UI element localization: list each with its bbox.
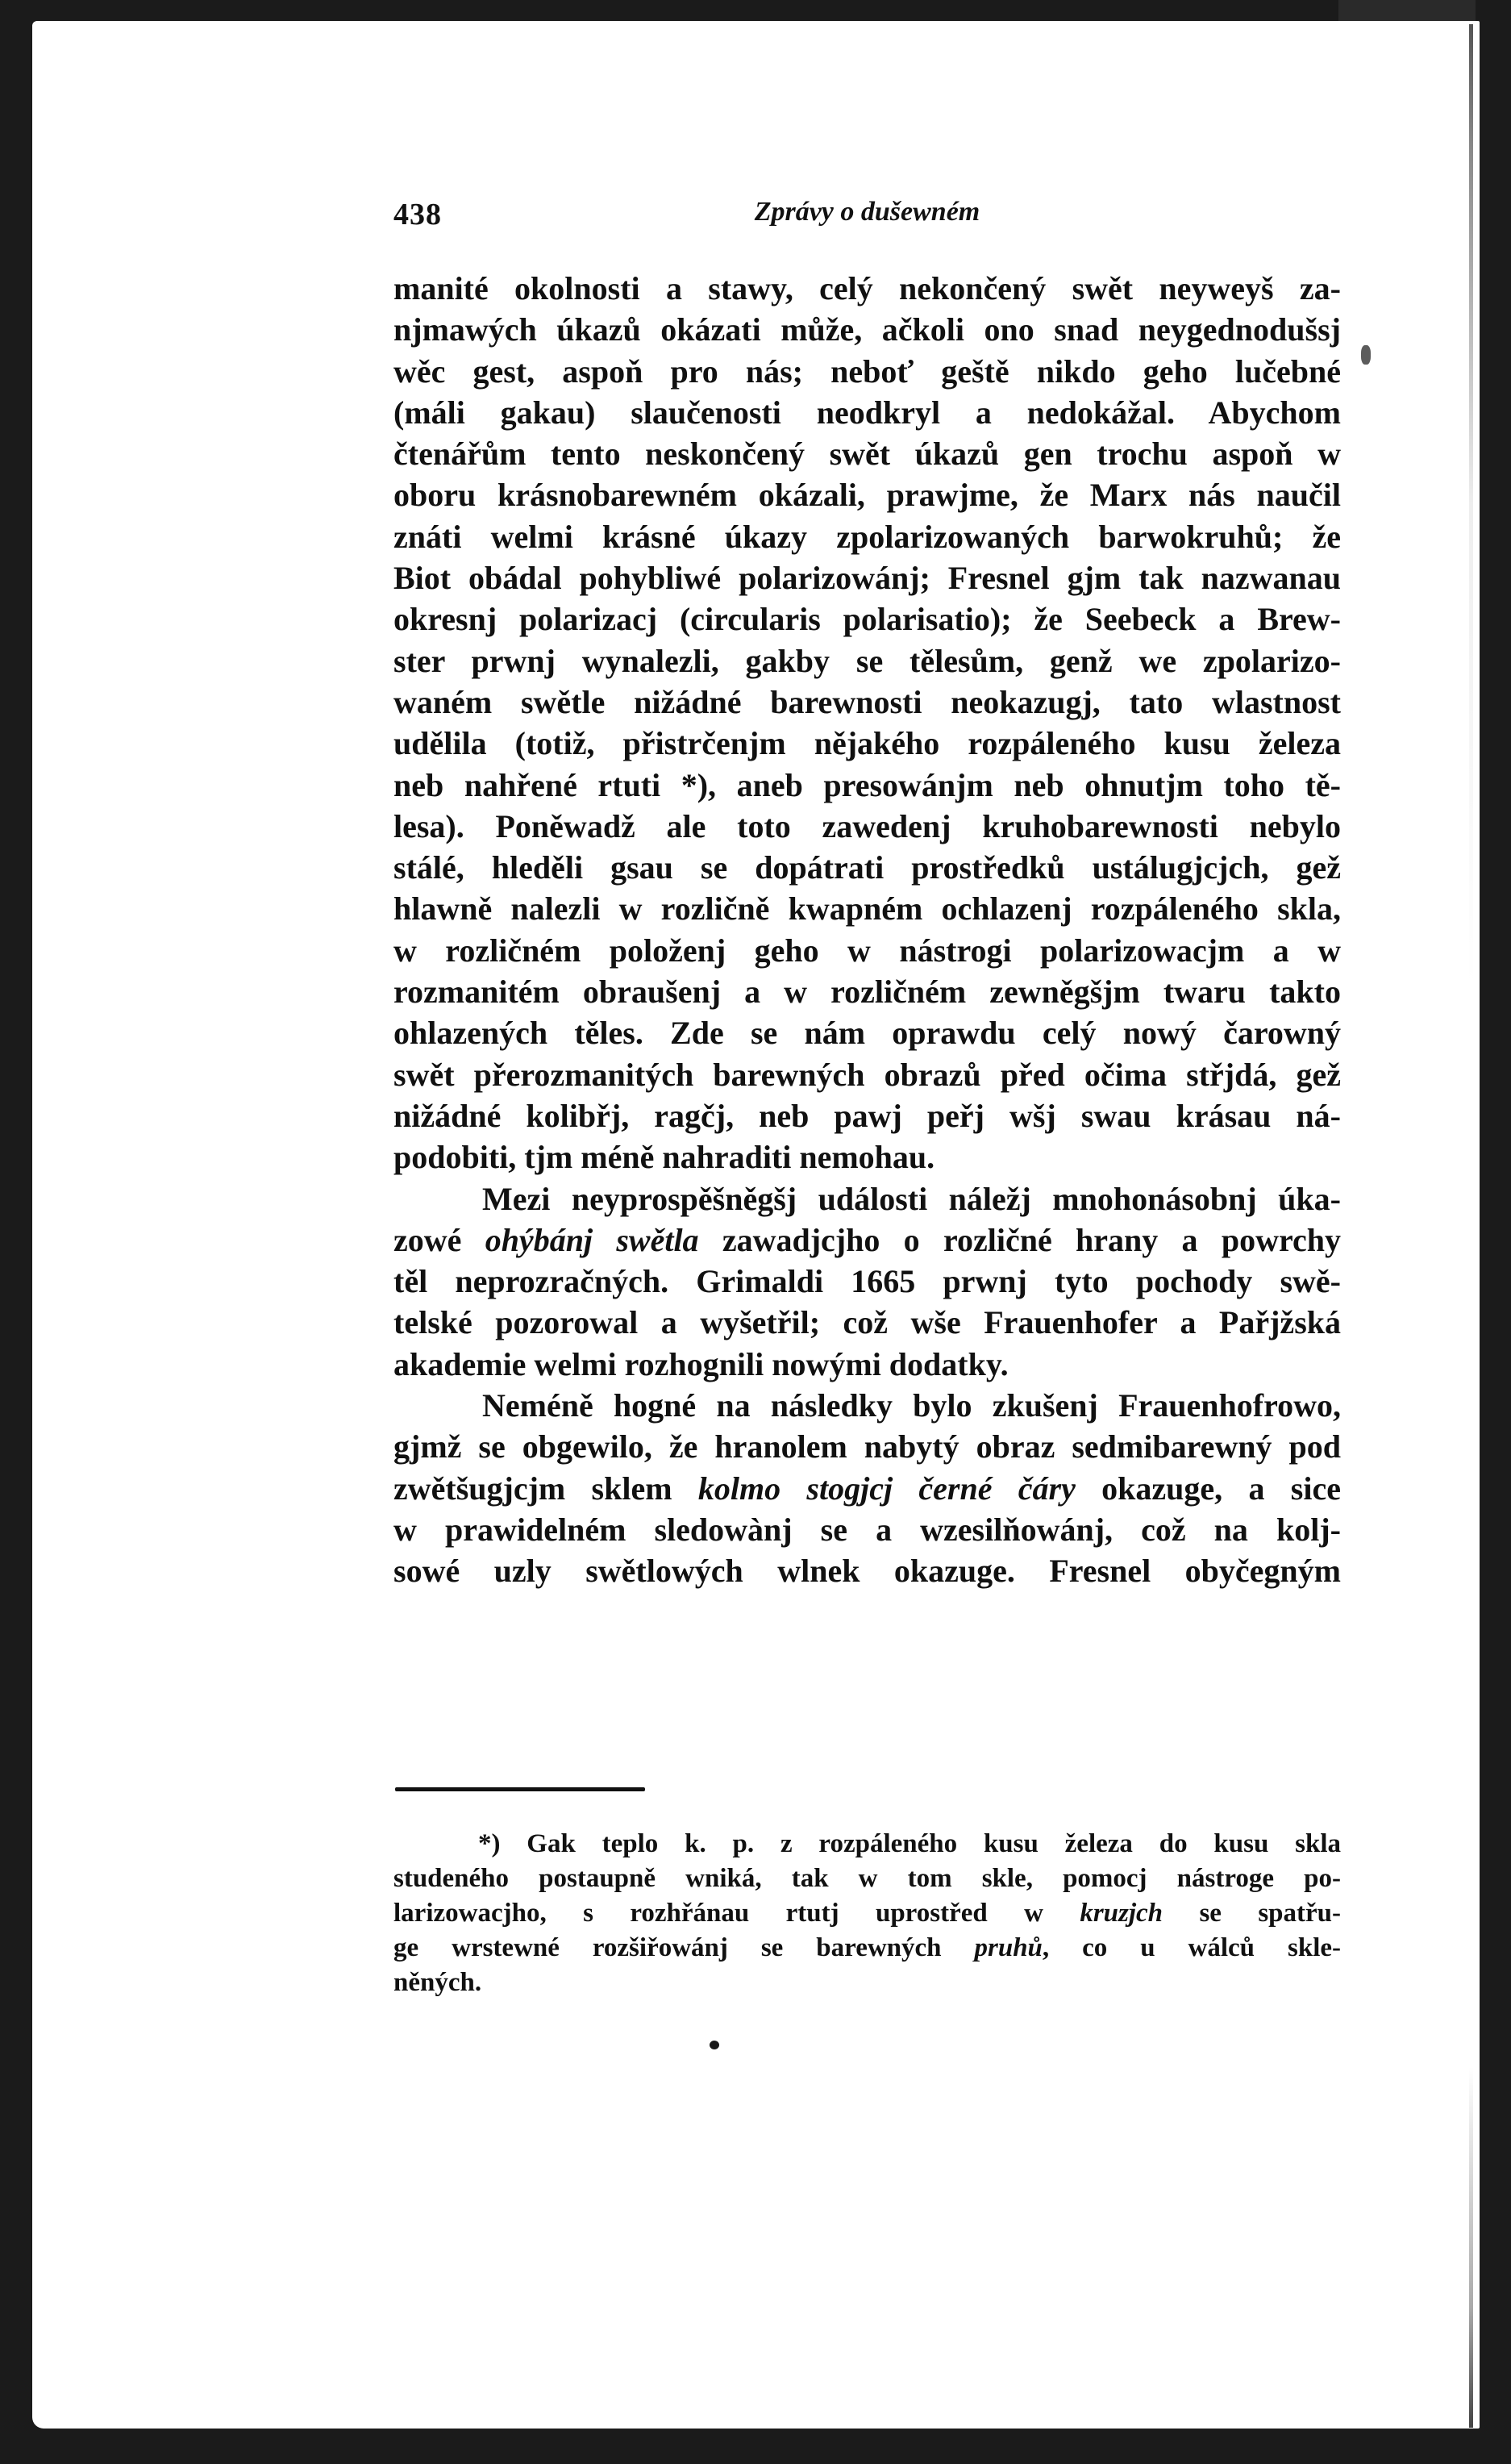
running-head: Zprávy o dušewném bbox=[754, 197, 980, 227]
text-line: udělila (totiž, přistrčenjm nějakého rozpáleného kusu železa bbox=[393, 725, 1341, 762]
text-line-paragraph-start: Neméně hogné na následky bylo zkušenj Frauenhofrowo, bbox=[482, 1387, 1341, 1424]
text-line: stálé, hleděli gsau se dopátrati prostředků ustálugjcjch, gež bbox=[393, 849, 1341, 886]
text-line-paragraph-start: Mezi neyprospěšněgšj události náležj mnohonásobnj úka- bbox=[482, 1180, 1341, 1217]
main-text bbox=[393, 268, 1341, 1592]
text-run: se spatřu- bbox=[1163, 1899, 1341, 1928]
footnote-line: něných. bbox=[393, 1968, 482, 1997]
footnote-line-with-emphasis bbox=[393, 1896, 1341, 1931]
text-line: lesa). Poněwadž ale toto zawedenj kruhobarewnosti nebylo bbox=[393, 807, 1341, 844]
text-line: telské pozorowal a wyšetřil; což wše Frauenhofer a Pařjžská bbox=[393, 1304, 1341, 1341]
emphasis-pruhu: pruhů bbox=[974, 1933, 1043, 1962]
text-run: zawadjcjho o rozličné hrany a powrchy bbox=[698, 1221, 1341, 1258]
text-line: znáti welmi krásné úkazy zpolarizowaných barwokruhů; že bbox=[393, 518, 1341, 555]
text-line: ster prwnj wynalezli, gakby se tělesům, genž we zpolarizo- bbox=[393, 642, 1341, 679]
text-run: larizowacjho, s rozhřánau rtutj uprostřed w bbox=[393, 1899, 1080, 1928]
footnote-line-with-emphasis bbox=[393, 1931, 1341, 1966]
text-run: ge wrstewné rozšiřowánj se barewných bbox=[393, 1933, 975, 1962]
text-line: waném swětle nižádné barewnosti neokazugj, tato wlastnost bbox=[393, 683, 1341, 720]
text-line: nižádné kolibřj, ragčj, neb pawj peřj wšj swau krásau ná- bbox=[393, 1097, 1341, 1134]
text-run: , co u wálců skle- bbox=[1042, 1933, 1341, 1962]
text-line: okresnj polarizacj (circularis polarisatio); že Seebeck a Brew- bbox=[393, 601, 1341, 638]
text-line-with-emphasis bbox=[393, 1219, 1341, 1261]
printer-signature-mark bbox=[710, 2041, 719, 2049]
text-line: čtenářům tento neskončený swět úkazů gen trochu aspoň w bbox=[393, 436, 1341, 473]
text-run: zowé bbox=[393, 1221, 485, 1258]
text-run: zwětšugjcjm sklem bbox=[393, 1470, 698, 1507]
emphasis-cerne-cary: kolmo stogjcj černé čáry bbox=[697, 1470, 1076, 1507]
text-line: (máli gakau) slaučenosti neodkryl a nedokážal. Abychom bbox=[393, 394, 1341, 431]
page-edge-shadow bbox=[1469, 24, 1473, 2428]
text-line: sowé uzly swětlowých wlnek okazuge. Fresnel obyčegným bbox=[393, 1553, 1341, 1590]
text-run: okazuge, a sice bbox=[1075, 1470, 1341, 1507]
text-line: ohlazených těles. Zde se nám oprawdu celý nowý čarowný bbox=[393, 1015, 1341, 1052]
text-line: těl neprozračných. Grimaldi 1665 prwnj tyto pochody swě- bbox=[393, 1263, 1341, 1300]
emphasis-ohybani-svetla: ohýbánj swětla bbox=[485, 1221, 699, 1258]
footnote-line: *) Gak teplo k. p. z rozpáleného kusu železa do kusu skla bbox=[478, 1829, 1341, 1858]
text-line: hlawně nalezli w rozličně kwapném ochlazenj rozpáleného skla, bbox=[393, 890, 1341, 928]
footnote-separator-rule bbox=[395, 1787, 645, 1791]
text-line: wěc gest, aspoň pro nás; neboť geště nikdo geho lučebné bbox=[393, 352, 1341, 390]
text-line: w rozličném položenj geho w nástrogi polarizowacjm a w bbox=[393, 932, 1341, 969]
text-line: w prawidelném sledowànj se a wzesilňowánj, což na kolj- bbox=[393, 1511, 1341, 1548]
footnote-line: studeného postaupně wniká, tak w tom skle, pomocj nástroge po- bbox=[393, 1864, 1341, 1893]
text-line: Biot obádal pohybliwé polarizowánj; Fresnel gjm tak nazwanau bbox=[393, 560, 1341, 597]
page-header bbox=[393, 197, 1341, 237]
text-line-paragraph-end: podobiti, tjm méně nahraditi nemohau. bbox=[393, 1139, 935, 1176]
text-line-paragraph-end: akademie welmi rozhognili nowými dodatky. bbox=[393, 1345, 1009, 1382]
text-line: manité okolnosti a stawy, celý nekončený swět neyweyš za- bbox=[393, 270, 1341, 306]
text-line: swět přerozmanitých barewných obrazů před očima střjdá, gež bbox=[393, 1056, 1341, 1093]
ink-blot-artifact bbox=[1361, 345, 1371, 365]
text-line-with-emphasis bbox=[393, 1468, 1341, 1509]
text-line: oboru krásnobarewném okázali, prawjme, že Marx nás naučil bbox=[393, 477, 1341, 514]
page-number: 438 bbox=[393, 198, 442, 231]
footnote bbox=[393, 1827, 1341, 2000]
text-line: gjmž se obgewilo, že hranolem nabytý obraz sedmibarewný pod bbox=[393, 1428, 1341, 1465]
emphasis-kruzjch: kruzjch bbox=[1080, 1899, 1163, 1928]
text-line: rozmanitém obraušenj a w rozličném zewněgšjm twaru takto bbox=[393, 974, 1341, 1011]
text-line: neb nahřené rtuti *), aneb presowánjm neb ohnutjm toho tě- bbox=[393, 766, 1341, 803]
text-line: njmawých úkazů okázati může, ačkoli ono snad neygednodušsj bbox=[393, 311, 1341, 348]
